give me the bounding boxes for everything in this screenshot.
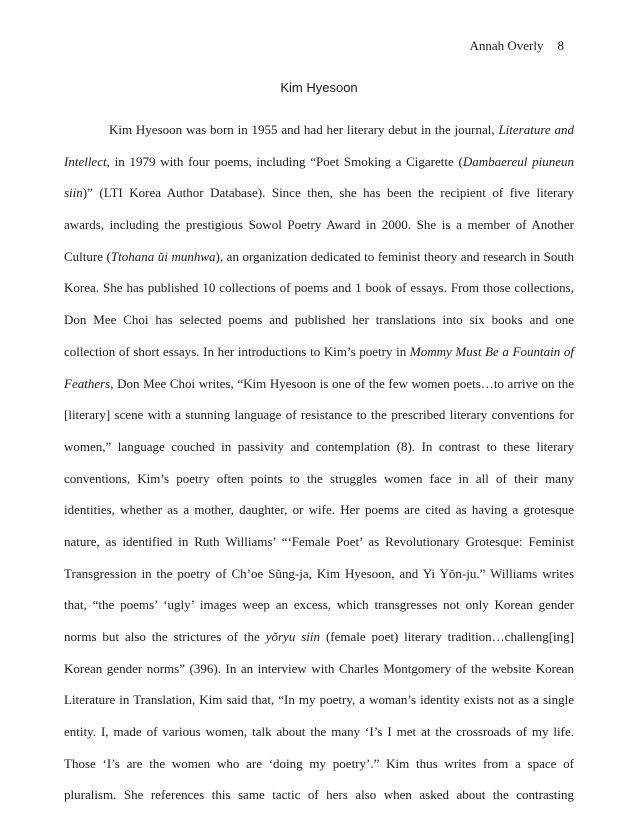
page-number: 8 bbox=[557, 38, 564, 53]
body-paragraph bbox=[64, 122, 574, 819]
text-line bbox=[64, 787, 574, 819]
text-line bbox=[64, 724, 574, 756]
text-line bbox=[64, 122, 574, 154]
document-title: Kim Hyesoon bbox=[280, 80, 358, 95]
text-line bbox=[64, 661, 574, 693]
text-line bbox=[64, 217, 574, 249]
text-segment: (female poet) literary tradition…challeng[ing] bbox=[320, 629, 574, 644]
header-author: Annah Overly bbox=[469, 38, 544, 53]
text-segment: )” (LTI Korea Author Database). Since then, she has been the recipient of five literary bbox=[82, 185, 574, 201]
text-segment: conventions, Kim’s poetry often points to the struggles women face in all of their many bbox=[64, 470, 574, 486]
italic-text-segment: Feathers bbox=[64, 375, 111, 391]
italic-text-segment: Literature and bbox=[498, 122, 575, 137]
text-segment: nature, as identified in Ruth Williams’ “‘Female Poet’ as Revolutionary Grotesque: Feminist bbox=[64, 533, 574, 549]
text-line bbox=[64, 249, 574, 281]
text-segment: women,” language couched in passivity and contemplation (8). In contrast to these literary bbox=[64, 438, 574, 454]
text-line bbox=[64, 597, 574, 629]
text-line bbox=[64, 629, 574, 661]
italic-text-segment: Dambaereul piuneun bbox=[462, 153, 574, 169]
text-line bbox=[64, 185, 574, 217]
text-segment: Korea. She has published 10 collections of poems and 1 book of essays. From those collections, bbox=[64, 280, 574, 296]
text-line bbox=[64, 502, 574, 534]
italic-text-segment: siin bbox=[64, 185, 83, 201]
text-segment: , in 1979 with four poems, including “Poet Smoking a Cigarette ( bbox=[106, 153, 463, 169]
italic-text-segment: yŏryu siin bbox=[265, 629, 321, 644]
text-segment: collection of short essays. In her introductions to Kim’s poetry in bbox=[64, 343, 410, 359]
text-segment: Culture ( bbox=[64, 248, 111, 264]
text-segment: Transgression in the poetry of Ch’oe Sŭng-ja, Kim Hyesoon, and Yi Yŏn-ju.” Williams writes bbox=[64, 565, 574, 581]
text-line bbox=[64, 566, 574, 598]
text-segment: Those ‘I’s are the women who are ‘doing my poetry’.” Kim thus writes from a space of bbox=[64, 755, 574, 771]
italic-text-segment: Ttohana ŭi munhwa bbox=[110, 248, 216, 264]
text-segment: awards, including the prestigious Sowol Poetry Award in 2000. She is a member of Another bbox=[64, 217, 574, 233]
running-header bbox=[469, 38, 564, 54]
text-line bbox=[64, 534, 574, 566]
text-segment: Kim Hyesoon was born in 1955 and had her literary debut in the journal, bbox=[109, 122, 499, 137]
text-line bbox=[64, 154, 574, 186]
text-line bbox=[64, 471, 574, 503]
text-segment: , Don Mee Choi writes, “Kim Hyesoon is one of the few women poets…to arrive on the bbox=[110, 375, 574, 391]
text-segment: that, “the poems’ ‘ugly’ images weep an excess, which transgresses not only Korean gender bbox=[64, 597, 574, 613]
text-segment: pluralism. She references this same tactic of hers also when asked about the contrasting bbox=[64, 787, 574, 803]
text-line bbox=[64, 344, 574, 376]
text-segment: [literary] scene with a stunning language of resistance to the prescribed literary conventions for bbox=[64, 407, 574, 423]
text-line bbox=[64, 376, 574, 408]
text-segment: identities, whether as a mother, daughter, or wife. Her poems are cited as having a grotesque bbox=[64, 502, 574, 518]
text-line bbox=[64, 692, 574, 724]
text-line bbox=[64, 312, 574, 344]
text-segment: Literature in Translation, Kim said that, “In my poetry, a woman’s identity exists not as a single bbox=[64, 692, 574, 708]
text-line bbox=[64, 407, 574, 439]
italic-text-segment: Mommy Must Be a Fountain of bbox=[409, 343, 574, 359]
text-segment: Don Mee Choi has selected poems and published her translations into six books and one bbox=[64, 312, 574, 328]
text-line bbox=[64, 756, 574, 788]
italic-text-segment: Intellect bbox=[64, 153, 107, 169]
text-segment: norms but also the strictures of the bbox=[64, 629, 266, 644]
text-segment: ), an organization dedicated to feminist theory and research in South bbox=[215, 248, 574, 264]
text-segment: entity. I, made of various women, talk about the many ‘I’s I met at the crossroads of my life. bbox=[64, 724, 574, 740]
text-line bbox=[64, 439, 574, 471]
text-line bbox=[64, 280, 574, 312]
text-segment: Korean gender norms” (396). In an interview with Charles Montgomery of the website Korean bbox=[64, 660, 574, 676]
